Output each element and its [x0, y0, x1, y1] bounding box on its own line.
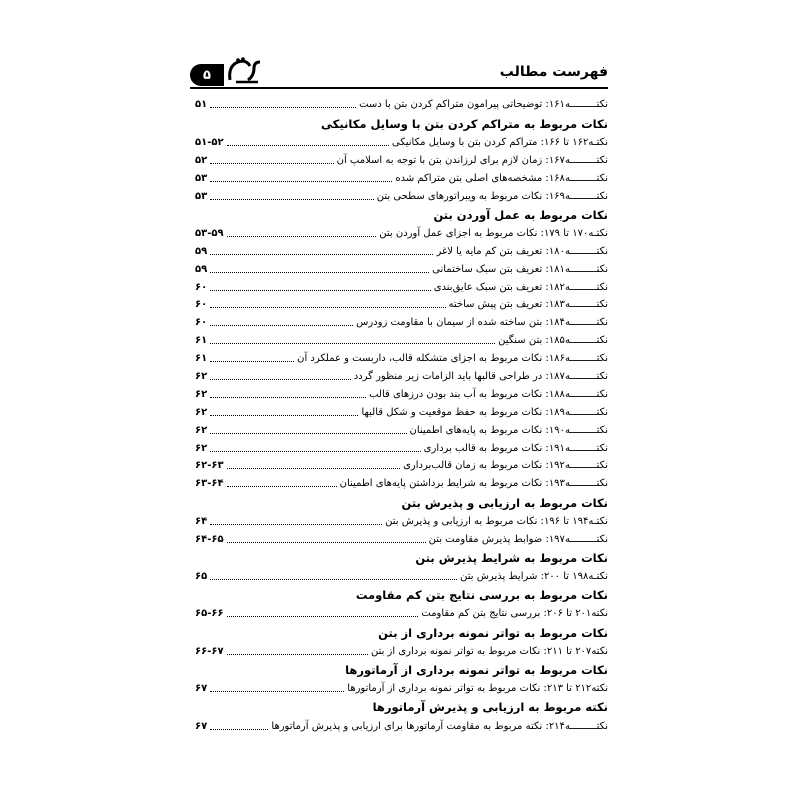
entry-prefix: نکتـــــــــه [564, 533, 608, 545]
entry-prefix: نکته [591, 683, 608, 695]
entry-page-number: ۵۱-۵۲ [195, 136, 224, 148]
entry-title: ۱۸۳: تعریف بتن پیش ساخته [448, 299, 565, 311]
entry-page-number: ۵۹ [195, 263, 208, 275]
table-of-contents [195, 96, 608, 735]
toc-entry [195, 242, 608, 260]
toc-entry [195, 439, 608, 457]
entry-title: ۲۰۱ تا ۲۰۶: بررسی نتایج بتن کم مقاومت [421, 608, 592, 620]
entry-title: ۱۸۸: نکات مربوط به آب بند بودن درزهای قالب [369, 388, 565, 400]
entry-title: ۱۸۰: تعریف بتن کم مایه یا لاغر [436, 245, 565, 257]
entry-prefix: نکتـــــــــه [564, 442, 608, 454]
page-header [190, 56, 608, 92]
dot-leader [210, 307, 445, 308]
entry-page-number: ۶۷ [195, 720, 208, 732]
entry-title: ۱۸۲: تعریف بتن سبک عایق‌بندی [433, 281, 565, 293]
toc-entry [195, 605, 608, 623]
entry-page-number: ۶۶-۶۷ [195, 645, 224, 657]
entry-page-number: ۵۲ [195, 154, 208, 166]
dot-leader [227, 542, 426, 543]
section-heading-text: نکات مربوط به شرایط پذیرش بتن [415, 550, 608, 565]
toc-entry [195, 642, 608, 660]
dot-leader [210, 290, 430, 291]
entry-page-number: ۶۲-۶۳ [195, 460, 224, 472]
entry-page-number: ۶۰ [195, 317, 208, 329]
entry-page-number: ۶۲ [195, 424, 208, 436]
entry-page-number: ۶۲ [195, 442, 208, 454]
entry-title: ۱۹۷: ضوابط پذیرش مقاومت بتن [428, 533, 565, 545]
toc-entry [195, 717, 608, 735]
toc-entry [195, 278, 608, 296]
entry-prefix: نکته [591, 645, 608, 657]
entry-prefix: نکتـــــــــه [564, 99, 608, 111]
entry-prefix: نکتـــــــــه [564, 154, 608, 166]
entry-prefix: نکتـــــــــه [564, 353, 608, 365]
toc-entry [195, 680, 608, 698]
toc-section-heading [195, 623, 608, 643]
entry-title: ۲۱۲ تا ۲۱۳: نکات مربوط به تواتر نمونه برداری از آرماتورها [347, 683, 592, 695]
dot-leader [210, 181, 392, 182]
dot-leader [210, 163, 333, 164]
entry-title: ۱۸۱: تعریف بتن سبک ساختمانی [432, 263, 565, 275]
dot-leader [227, 468, 401, 469]
toc-entry [195, 187, 608, 205]
entry-prefix: نکتـه [588, 227, 608, 239]
toc-entry [195, 403, 608, 421]
dot-leader [210, 107, 356, 108]
dot-leader [227, 654, 368, 655]
toc-entry [195, 368, 608, 386]
section-heading-text: نکات مربوط به ارزیابی و پذیرش بتن [401, 495, 608, 510]
entry-title: ۱۷۰ تا ۱۷۹: نکات مربوط به اجزای عمل آوردن بتن [379, 227, 589, 239]
entry-page-number: ۶۱ [195, 353, 208, 365]
toc-entry [195, 457, 608, 475]
dot-leader [210, 415, 358, 416]
entry-prefix: نکتـــــــــه [564, 406, 608, 418]
section-heading-text: نکات مربوط به تواتر نمونه برداری از بتن [378, 625, 608, 640]
entry-prefix: نکتـه [588, 515, 608, 527]
entry-title: ۱۸۵: بتن سنگین [498, 335, 565, 347]
dot-leader [210, 579, 457, 580]
dot-leader [227, 486, 337, 487]
entry-page-number: ۵۳ [195, 172, 208, 184]
toc-entry [195, 169, 608, 187]
toc-entry [195, 421, 608, 439]
toc-entry [195, 151, 608, 169]
dot-leader [210, 451, 420, 452]
entry-title: ۱۹۴ تا ۱۹۶: نکات مربوط به ارزیابی و پذیرش بتن [385, 515, 589, 527]
entry-page-number: ۶۷ [195, 683, 208, 695]
entry-page-number: ۶۱ [195, 335, 208, 347]
toc-section-heading [195, 205, 608, 225]
entry-title: ۱۶۲ تا ۱۶۶: متراکم کردن بتن با وسایل مکانیکی [391, 136, 589, 148]
toc-entry [195, 475, 608, 493]
toc-entry [195, 296, 608, 314]
toc-section-heading [195, 493, 608, 513]
entry-page-number: ۵۳-۵۹ [195, 227, 224, 239]
entry-page-number: ۶۳-۶۴ [195, 478, 224, 490]
entry-page-number: ۶۰ [195, 299, 208, 311]
dot-leader [227, 145, 389, 146]
toc-section-heading [195, 660, 608, 680]
dot-leader [227, 616, 419, 617]
dot-leader [210, 272, 429, 273]
entry-title: ۲۱۴: نکته مربوط به مقاومت آرماتورها برای ارزیابی و پذیرش آرماتورها [271, 720, 565, 732]
entry-prefix: نکتـــــــــه [564, 720, 608, 732]
entry-title: ۱۶۸: مشخصه‌های اصلی بتن متراکم شده [395, 172, 565, 184]
section-heading-text: نکات مربوط به عمل آوردن بتن [433, 207, 608, 222]
entry-page-number: ۶۰ [195, 281, 208, 293]
entry-page-number: ۵۹ [195, 245, 208, 257]
entry-page-number: ۵۳ [195, 190, 208, 202]
entry-prefix: نکتـه [588, 136, 608, 148]
page-number: ۵ [203, 68, 211, 83]
toc-section-heading [195, 585, 608, 605]
entry-title: ۱۸۹: نکات مربوط به حفظ موقعیت و شکل قالبها [361, 406, 565, 418]
entry-prefix: نکتـــــــــه [564, 245, 608, 257]
entry-title: ۲۰۷ تا ۲۱۱: نکات مربوط به تواتر نمونه برداری از بتن [370, 645, 592, 657]
entry-page-number: ۶۵-۶۶ [195, 608, 224, 620]
entry-prefix: نکتـــــــــه [564, 299, 608, 311]
entry-title: ۱۸۷: در طراحی قالبها باید الزامات زیر منظور گردد [353, 371, 565, 383]
dot-leader [210, 343, 495, 344]
entry-title: ۱۹۳: نکات مربوط به شرایط برداشتن پایه‌های اطمینان [339, 478, 565, 490]
entry-page-number: ۶۵ [195, 571, 208, 583]
toc-entry [195, 530, 608, 548]
toc-entry [195, 350, 608, 368]
toc-entry [195, 96, 608, 114]
entry-prefix: نکتـــــــــه [564, 424, 608, 436]
entry-prefix: نکتـه [588, 571, 608, 583]
toc-entry [195, 385, 608, 403]
dot-leader [210, 524, 382, 525]
dot-leader [210, 199, 374, 200]
entry-page-number: ۶۲ [195, 371, 208, 383]
section-heading-text: نکات مربوط به متراکم کردن بتن با وسایل مکانیکی [321, 116, 608, 131]
toc-entry [195, 260, 608, 278]
entry-title: ۱۸۶: نکات مربوط به اجزای متشکله قالب، داربست و عملکرد آن [297, 353, 565, 365]
dot-leader [210, 325, 353, 326]
entry-prefix: نکتـــــــــه [564, 317, 608, 329]
toc-entry [195, 512, 608, 530]
entry-title: ۱۹۱: نکات مربوط به قالب برداری [423, 442, 565, 454]
dot-leader [210, 729, 268, 730]
entry-prefix: نکتـــــــــه [564, 460, 608, 472]
entry-title: ۱۹۸ تا ۲۰۰: شرایط پذیرش بتن [460, 571, 589, 583]
entry-page-number: ۶۴-۶۵ [195, 533, 224, 545]
dot-leader [227, 236, 377, 237]
entry-prefix: نکتـــــــــه [564, 190, 608, 202]
dot-leader [210, 691, 344, 692]
entry-page-number: ۶۴ [195, 515, 208, 527]
entry-prefix: نکتـــــــــه [564, 388, 608, 400]
entry-prefix: نکتـــــــــه [564, 335, 608, 347]
entry-title: ۱۹۲: نکات مربوط به زمان قالب‌برداری [403, 460, 565, 472]
entry-page-number: ۶۲ [195, 406, 208, 418]
dot-leader [210, 433, 406, 434]
dot-leader [210, 361, 294, 362]
entry-title: ۱۶۹: نکات مربوط به ویبراتورهای سطحی بتن [376, 190, 565, 202]
entry-prefix: نکته [591, 608, 608, 620]
page-title: فهرست مطالب [499, 64, 608, 80]
toc-entry [195, 568, 608, 586]
entry-prefix: نکتـــــــــه [564, 172, 608, 184]
toc-section-heading [195, 114, 608, 134]
entry-prefix: نکتـــــــــه [564, 478, 608, 490]
entry-title: ۱۸۴: بتن ساخته شده از سیمان با مقاومت زودرس [356, 317, 565, 329]
toc-section-heading [195, 698, 608, 718]
toc-section-heading [195, 548, 608, 568]
entry-page-number: ۶۲ [195, 388, 208, 400]
dot-leader [210, 379, 351, 380]
section-heading-text: نکته مربوط به ارزیابی و پذیرش آرماتورها [372, 700, 608, 715]
toc-entry [195, 133, 608, 151]
entry-title: ۱۹۰: نکات مربوط به پایه‌های اطمینان [409, 424, 565, 436]
entry-prefix: نکتـــــــــه [564, 371, 608, 383]
entry-prefix: نکتـــــــــه [564, 263, 608, 275]
dot-leader [210, 254, 433, 255]
entry-title: ۱۶۷: زمان لازم برای لرزاندن بتن با توجه به اسلامپ آن [336, 154, 565, 166]
header-rule [190, 87, 608, 89]
entry-title: ۱۶۱: توضیحاتی پیرامون متراکم کردن بتن با دست [359, 99, 565, 111]
dot-leader [210, 397, 366, 398]
toc-entry [195, 332, 608, 350]
section-heading-text: نکات مربوط به تواتر نمونه برداری از آرماتورها [345, 663, 608, 678]
toc-entry [195, 224, 608, 242]
toc-entry [195, 314, 608, 332]
publisher-logo [224, 56, 264, 86]
section-heading-text: نکات مربوط به بررسی نتایج بتن کم مقاومت [355, 588, 608, 603]
entry-prefix: نکتـــــــــه [564, 281, 608, 293]
entry-page-number: ۵۱ [195, 99, 208, 111]
